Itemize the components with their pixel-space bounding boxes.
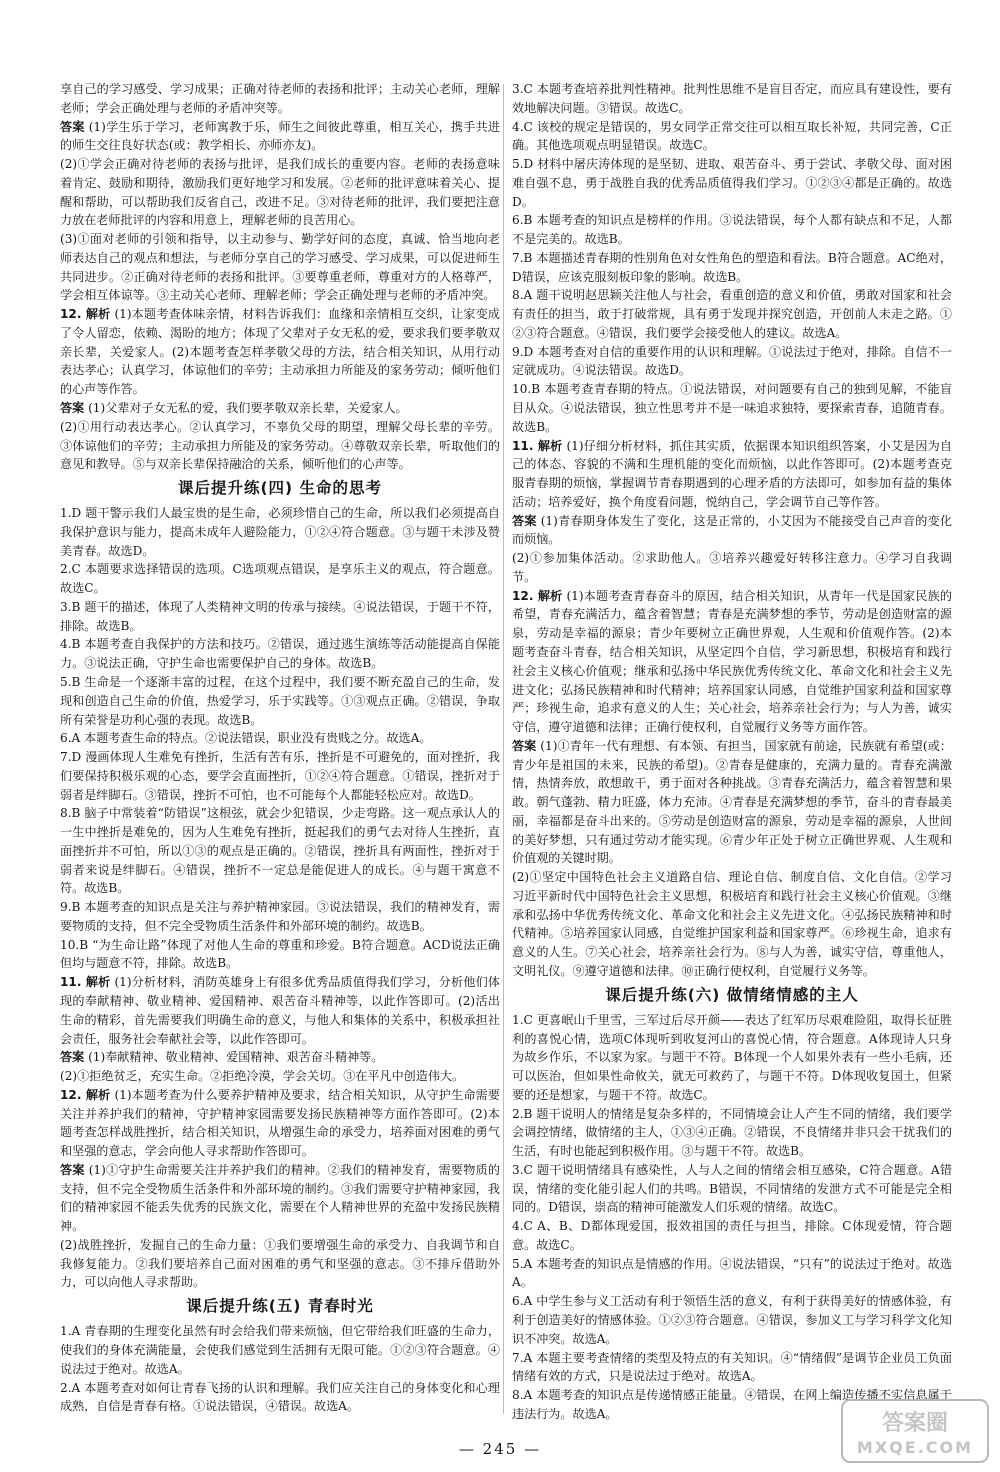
answer-paragraph [512, 1161, 952, 1217]
answer-paragraph [60, 504, 500, 560]
answer-paragraph [512, 1105, 952, 1161]
answer-paragraph [60, 1048, 500, 1067]
answer-paragraph [60, 1236, 500, 1292]
answer-paragraph [60, 748, 500, 804]
answer-paragraph [512, 80, 952, 118]
paragraph-text: (1)父辈对子女无私的爱，我们要孝敬双亲长辈，关爱家人。 [88, 401, 408, 416]
answer-paragraph [60, 80, 500, 118]
answer-paragraph [512, 549, 952, 587]
answer-paragraph [60, 1379, 500, 1417]
paragraph-text: 3.C 本题考查培养批判性精神。批判性思维不是盲目否定，而应具有建设性，要有效地解决问题。③错误。故选C。 [512, 82, 952, 115]
answer-paragraph [512, 286, 952, 342]
watermark-logo [840, 1398, 990, 1464]
paragraph-text: (2)①参加集体活动。②求助他人。③培养兴趣爱好转移注意力。④学习自我调节。 [512, 551, 952, 584]
answer-keyword: 12. 解析 [512, 588, 563, 603]
answer-keyword: 答案 [512, 513, 537, 528]
answer-paragraph [512, 1255, 952, 1293]
answer-paragraph [60, 973, 500, 1048]
paragraph-text: 1.C 更喜岷山千里雪，三军过后尽开颜——表达了红军历尽艰难险阻，取得长征胜利的喜悦心情，选项C体现听到收复河山的喜悦心情，符合题意。A体现诗人只身为故乡作乐，不以家为家。与题干不符。B体现一个人如果外表有一些小毛病，还可以医治，但如果性命攸关，就无可救药了，与题干不符。D体现收复国土，但紧要的还是想家，与题干不符。故选C。 [512, 1012, 952, 1102]
paragraph-text: 4.B 本题考查自我保护的方法和技巧。②错误，通过逃生演练等活动能提高自保能力。③说法正确，守护生命也需要保护自己的身体。故选B。 [60, 637, 500, 671]
answer-keyword: 答案 [60, 401, 85, 416]
paragraph-text: 2.B 题干说明人的情绪是复杂多样的，不同情境会让人产生不同的情绪，我们要学会调控情绪，做情绪的主人，①③④正确。②错误，不良情绪并非只会干扰我们的生活，有时也能起到积极作用。③与题干不符。故选B。 [512, 1106, 952, 1159]
answer-paragraph [60, 418, 500, 474]
paragraph-text: 6.A 本题考查生命的特点。②说法错误，职业没有贵贱之分。故选A。 [60, 731, 432, 746]
paragraph-text: 1.D 题干警示我们人最宝贵的是生命，必须珍惜自己的生命，所以我们必须提高自我保护意识与能力，提高未成年人避险能力，①②④符合题意。③与题干未涉及赞美青春。故选D。 [60, 506, 500, 558]
paragraph-text: 8.A 本题考查的知识点是传递情感正能量。④错误，在网上编造传播不实信息属于违法行为。故选A。 [512, 1388, 952, 1421]
answer-paragraph [60, 804, 500, 898]
answer-paragraph [60, 118, 500, 156]
paragraph-text: (1)分析材料，消防英雄身上有很多优秀品质值得我们学习，分析他们体现的奉献精神、敬业精神、爱国精神、艰苦奋斗精神等，以此作答即可。(2)活出生命的精彩，首先需要我们明确生命的意义，与他人和集体的关系中，积极承担社会责任，服务社会奉献社会等，以此作答即可。 [60, 975, 500, 1046]
svg-text:MXQE.COM: MXQE.COM [856, 1438, 974, 1457]
paragraph-text: 5.A 本题考查的知识点是情感的作用。④说法错误，“只有”的说法过于绝对。故选A。 [512, 1256, 952, 1290]
answer-keyword: 11. 解析 [60, 975, 111, 990]
paragraph-text: 7.B 本题描述青春期的性别角色对女性角色的塑造和看法。B符合题意。AC绝对，D错误，应该克服刻板印象的影响。故选B。 [512, 250, 952, 284]
answer-paragraph [512, 249, 952, 287]
answer-paragraph [512, 343, 952, 381]
paragraph-text: (1)本题考查青春奋斗的原因，结合相关知识，从青年一代是国家民族的希望，青春充满活力，蕴含着智慧；青春是充满梦想的季节，劳动是创造财富的源泉，劳动是幸福的源泉；青少年要树立正确世界观，人生观和价值观作答。(2)本题考查奋斗青春，结合相关知识，从坚定四个自信，学习新思想，积极培育和践行社会主义核心价值观；继承和弘扬中华民族优秀传统文化、革命文化和社会主义先进文化；弘扬民族精神和时代精神；培养国家认同感，自觉维护国家利益和国家尊严；珍视生命，追求有意义的人生；关心社会，培养亲社会行为；与人为善，诚实守信，遵守道德和法律；正确行使权利，自觉履行义务等方面作答。 [512, 588, 952, 735]
answer-paragraph [60, 1067, 500, 1086]
paragraph-text: (1)①守护生命需要关注并养护我们的精神。②我们的精神发育，需要物质的支持，但不完全受物质生活条件和外部环境的制约。③我们需要守护精神家园，我们的精神家园不能丢失优秀的民族文化，需要在个人精神世界的充盈中发扬民族精神。 [60, 1162, 500, 1234]
answer-paragraph [60, 155, 500, 230]
answer-paragraph [512, 437, 952, 512]
paragraph-text: (2)战胜挫折，发掘自己的生命力量：①我们要增强生命的承受力、自我调节和自我修复能力。②我们要培养自己面对困难的勇气和坚强的意志。③不排斥借助外力，可以向他人寻求帮助。 [60, 1237, 500, 1290]
answer-paragraph [60, 230, 500, 305]
answer-paragraph [512, 118, 952, 156]
paragraph-text: 4.C 该校的规定是错误的，男女同学正常交往可以相互取长补短，共同完善，C正确。其他选项观点明显错误。故选C。 [512, 119, 952, 153]
paragraph-text: 10.B 本题考查青春期的特点。①说法错误，对问题要有自己的独到见解，不能盲目从众。④说法错误，独立性思考并不是一味追求独特，要探索青春，追随青春。故选B。 [512, 382, 952, 434]
answer-keyword: 答案 [60, 1162, 85, 1177]
answer-paragraph [512, 512, 952, 550]
answer-paragraph [60, 898, 500, 936]
section-heading: 课后提升练(四) 生命的思考 [177, 479, 383, 498]
paragraph-text: (1)本题考查体味亲情，材料告诉我们：血缘和亲情相互交织，让家变成了令人留恋，依赖、渴盼的地方；体现了父辈对子女无私的爱，要求我们要孝敬双亲长辈，关爱家人。(2)本题考查怎样孝敬父母的方法，结合相关知识，从用行动表达孝心；认真学习，体谅他们的辛劳；主动承担力所能及的家务劳动；倾听他们的心声等作答。 [60, 307, 500, 397]
paragraph-text: (1)奉献精神、敬业精神、爱国精神、艰苦奋斗精神等。 [88, 1050, 384, 1065]
answer-paragraph [60, 399, 500, 418]
left-column [60, 80, 500, 1416]
answer-paragraph [60, 598, 500, 636]
answer-paragraph [512, 587, 952, 737]
section-heading: 课后提升练(五) 青春时光 [186, 1297, 374, 1316]
paragraph-text: 3.C 题干说明情绪具有感染性，人与人之间的情绪会相互感染，C符合题意。A错误，情绪的变化能引起人们的共鸣。B错误，不同情绪的发泄方式不可能是完全相同的。D错误，崇高的精神可能激发人们乐观的情绪。故选C。 [512, 1162, 952, 1215]
paragraph-text: 7.A 本题主要考查情绪的类型及特点的有关知识。④“情绪假”是调节企业员工负面情绪有效的方式，只是说法过于绝对。故选A。 [512, 1350, 952, 1384]
paragraph-text: 6.A 中学生参与义工活动有利于领悟生活的意义，有利于获得美好的情感体验，有利于创造美好的情感体验。①②③符合题意。④错误，参加义工与学习科学文化知识不冲突。故选A。 [512, 1294, 952, 1346]
column-divider [503, 84, 504, 1414]
answer-paragraph [512, 1011, 952, 1105]
paragraph-text: 4.C A、B、D都体现爱国，报效祖国的责任与担当，排除。C体现爱情，符合题意。故选C。 [512, 1219, 952, 1252]
answer-paragraph [512, 1292, 952, 1348]
answer-keyword: 12. 解析 [60, 307, 111, 322]
paragraph-text: 2.A 本题考查对如何让青春飞扬的认识和理解。我们应关注自己的身体变化和心理成熟，自信是青春有格。①说法错误，④错误。故选A。 [60, 1380, 500, 1414]
right-column [512, 80, 952, 1424]
answer-paragraph [60, 936, 500, 974]
answer-keyword: 12. 解析 [60, 1087, 111, 1102]
paragraph-text: (1)仔细分析材料，抓住其实质，依据课本知识组织答案，小艾是因为自己的体态、容貌的不满和生理机能的变化而烦恼，以此作答即可。(2)本题考查克服青春期的烦恼，掌握调节青春期遇到的心理矛盾的方法即可，如参加有益的集体活动；培养爱好，换个角度看问题，悦纳自己，学会调节自己等作答。 [512, 438, 952, 509]
paragraph-text: 8.B 脑子中常装着“防错误”这根弦，就会少犯错误，少走弯路。这一观点承认人的一生中挫折是难免的，因为人生难免有挫折，挺起我们的勇气去对待人生挫折，直面挫折并不可怕，所以①③的观点是正确的。②错误，挫折具有两面性，挫折对于弱者来说是绊脚石。④错误，挫折不一定总是能促进人的成长。④与题干寓意不符。故选B。 [60, 806, 500, 896]
paragraph-text: (2)①拒绝贫乏，充实生命。②拒绝冷漠，学会关切。③在平凡中创造伟大。 [60, 1069, 465, 1084]
section-heading: 课后提升练(六) 做情绪情感的主人 [605, 985, 859, 1004]
paragraph-text: (2)①学会正确对待老师的表扬与批评，是我们成长的重要内容。老师的表扬意味着肯定、鼓励和期待，激励我们更好地学习和发展。②老师的批评意味着关心、提醒和帮助，可以帮助我们反省自己，改进不足。③对待老师的批评，我们要把注意力放在老师批评的内容和用意上，理解老师的良苦用心。 [60, 157, 500, 228]
paragraph-text: 7.D 漫画体现人生难免有挫折，生活有苦有乐，挫折是不可避免的，面对挫折，我们要保持积极乐观的心态，要学会直面挫折，①②④符合题意。①错误，挫折对于弱者是绊脚石。③错误，挫折不可怕，也不可能每个人都能轻松应对。故选D。 [60, 750, 500, 802]
answer-paragraph [512, 868, 952, 981]
answer-paragraph [512, 211, 952, 249]
answer-paragraph [60, 1086, 500, 1161]
paragraph-text: 2.C 本题要求选择错误的选项。C选项观点错误，是享乐主义的观点，符合题意。故选C。 [60, 562, 500, 596]
paragraph-text: (3)①面对老师的引领和指导，以主动参与、勤学好问的态度，真诚、恰当地向老师表达自己的观点和想法，与老师分享自己的学习感受、学习成果，可以促进师生共同进步。②正确对待老师的表扬和批评。③要尊重老师，尊重对方的人格尊严，学会相互体谅等。③主动关心老师、理解老师；学会正确处理与老师的矛盾冲突。 [60, 232, 500, 303]
paragraph-text: (2)①用行动表达孝心。②认真学习，不辜负父母的期望，理解父母长辈的辛劳。③体谅他们的辛劳；主动承担力所能及的家务劳动。④尊敬双亲长辈，听取他们的意见和教导。⑤与双亲长辈保持融洽的关系，倾听他们的心声等。 [60, 419, 500, 472]
paragraph-text: (1)①青年一代有理想、有本领、有担当，国家就有前途，民族就有希望(或：青少年是祖国的未来，民族的希望)。②青春是健康的，充满力量的。青春充满激情，热情奔放，敢想敢干，勇于面对各种挑战。③青春充满活力，蕴含着智慧和果敢。朝气蓬勃、精力旺盛，体力充沛。④青春是充满梦想的季节，奋斗的青春最美丽，幸福都是奋斗出来的。⑤劳动是创造财富的源泉，劳动是幸福的源泉，人世间的美好梦想，只有通过劳动才能实现。⑥青少年正处于树立正确世界观、人生观和价值观的关键时期。 [512, 738, 952, 866]
paragraph-text: (1)本题考查为什么要养护精神及要求，结合相关知识，从守护生命需要关注并养护我们的精神，守护精神家园需要发扬民族精神等方面作答即可。(2)本题考查怎样战胜挫折，结合相关知识，从增强生命的承受力，培养面对困难的勇气和坚强的意志，学会向他人寻求帮助作答即可。 [60, 1087, 500, 1159]
paragraph-text: 5.D 材料中屠庆涛体现的是坚韧、进取、艰苦奋斗、勇于尝试、孝敬父母、面对困难自强不息，勇于战胜自我的优秀品质值得我们学习。①②③④都是正确的。故选D。 [512, 157, 952, 209]
paragraph-text: 8.A 题干说明赵思颖关注他人与社会，看重创造的意义和价值，勇敢对国家和社会有责任的担当，敢于打破常规，具有勇于发现并探究创造，开创前人未走之路。①②③符合题意。④错误，我们要学会接受他人的建议。故选A。 [512, 288, 952, 340]
answer-paragraph [60, 1161, 500, 1236]
paragraph-text: 9.B 本题考查的知识点是关注与养护精神家园。③说法错误，我们的精神发育，需要物质的支持，但不完全受物质生活条件和外部环境的制约。故选B。 [60, 900, 500, 933]
answer-paragraph [512, 1217, 952, 1255]
page-number: — 245 — [458, 1440, 542, 1458]
answer-paragraph [512, 380, 952, 436]
paragraph-text: (2)①坚定中国特色社会主义道路自信、理论自信、制度自信、文化自信。②学习习近平新时代中国特色社会主义思想，积极培育和践行社会主义核心价值观。③继承和弘扬中华优秀传统文化、革命文化和社会主义先进文化。④弘扬民族精神和时代精神。⑤培养国家认同感，自觉维护国家利益和国家尊严。⑥珍视生命，追求有意义的人生。⑦关心社会，培养亲社会行为。⑧与人为善，诚实守信，尊重他人，文明礼仪。⑨遵守道德和法律。⑩正确行使权利，自觉履行义务等。 [512, 870, 952, 978]
answer-keyword: 答案 [512, 738, 537, 753]
paragraph-text: (1)青春期身体发生了变化，这是正常的，小艾因为不能接受自己声音的变化而烦恼。 [512, 513, 952, 547]
answer-keyword: 答案 [60, 1050, 85, 1065]
answer-keyword: 11. 解析 [512, 438, 563, 453]
answer-paragraph [60, 305, 500, 399]
paragraph-text: 5.B 生命是一个逐渐丰富的过程，在这个过程中，我们要不断充盈自己的生命，发现和创造自己生命的价值，热爱学习，乐于实践等。①③观点正确。②错误，争取所有荣誉是功利心强的表现。故选B。 [60, 674, 500, 727]
answer-paragraph [60, 1322, 500, 1378]
answer-paragraph [512, 737, 952, 868]
paragraph-text: 3.B 题干的描述，体现了人类精神文明的传承与接续。④说法错误，于题干不符，排除。故选B。 [60, 599, 500, 633]
answer-paragraph [60, 560, 500, 598]
answer-keyword: 答案 [60, 119, 85, 134]
paragraph-text: 6.B 本题考查的知识点是榜样的作用。③说法错误，每个人都有缺点和不足，人都不是完美的。故选B。 [512, 213, 952, 247]
paragraph-text: 1.A 青春期的生理变化虽然有时会给我们带来烦恼，但它带给我们旺盛的生命力，使我们的身体充满能量，会使我们感觉到生活拥有无限可能。①②③符合题意。④说法过于绝对。故选A。 [60, 1324, 500, 1376]
paragraph-text: 10.B “为生命让路”体现了对他人生命的尊重和珍爱。B符合题意。ACD说法正确但均与题意不符，排除。故选B。 [60, 937, 500, 971]
paragraph-text: 9.D 本题考查对自信的重要作用的认识和理解。①说法过于绝对，排除。自信不一定就成功。④说法错误。故选D。 [512, 344, 952, 378]
answer-paragraph [512, 1349, 952, 1387]
answer-paragraph [60, 635, 500, 673]
paragraph-text: (1)学生乐于学习，老师寓教于乐，师生之间彼此尊重，相互关心，携手共进的师生交往良好状态(或：教学相长、亦师亦友)。 [60, 119, 500, 153]
paragraph-text: 享自己的学习感受、学习成果；正确对待老师的表扬和批评；主动关心老师，理解老师；学会正确处理与老师的矛盾冲突等。 [60, 82, 500, 115]
svg-text:答案圈: 答案圈 [881, 1411, 949, 1436]
answer-paragraph [60, 673, 500, 729]
answer-paragraph [60, 729, 500, 748]
answer-paragraph [512, 155, 952, 211]
